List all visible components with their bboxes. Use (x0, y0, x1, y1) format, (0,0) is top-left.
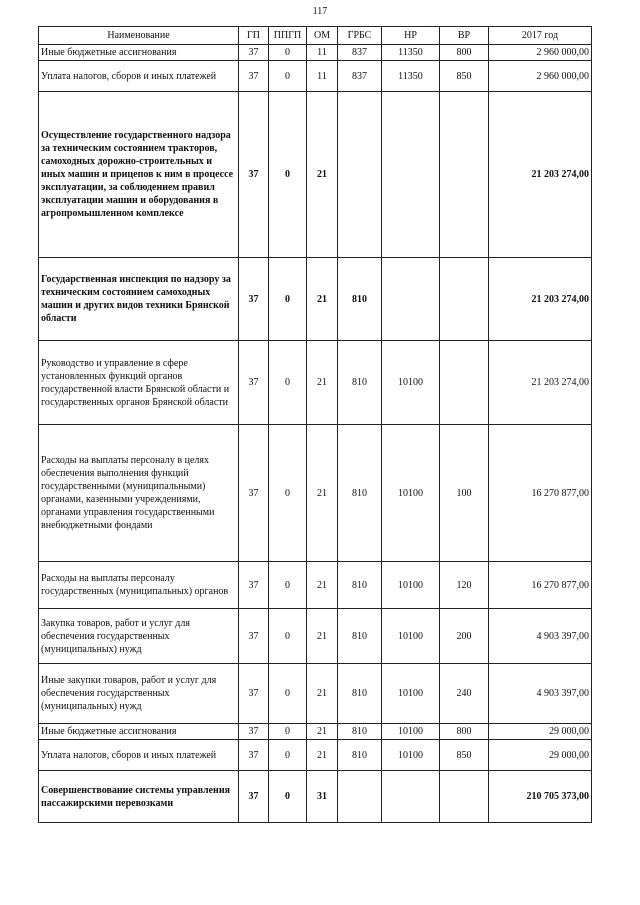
cell-np (382, 771, 440, 823)
cell-amount: 16 270 877,00 (489, 425, 592, 562)
cell-name: Уплата налогов, сборов и иных платежей (39, 61, 239, 92)
cell-om: 11 (307, 61, 338, 92)
cell-ppgp: 0 (269, 771, 307, 823)
cell-vr (440, 341, 489, 425)
cell-gp: 37 (239, 609, 269, 664)
cell-amount: 29 000,00 (489, 724, 592, 740)
cell-gp: 37 (239, 341, 269, 425)
cell-ppgp: 0 (269, 425, 307, 562)
cell-ppgp: 0 (269, 609, 307, 664)
cell-grbs: 810 (338, 724, 382, 740)
cell-amount: 21 203 274,00 (489, 258, 592, 341)
cell-om: 21 (307, 341, 338, 425)
cell-ppgp: 0 (269, 664, 307, 724)
cell-om: 21 (307, 664, 338, 724)
cell-gp: 37 (239, 771, 269, 823)
cell-om: 21 (307, 92, 338, 258)
cell-om: 31 (307, 771, 338, 823)
cell-ppgp: 0 (269, 562, 307, 609)
cell-om: 11 (307, 45, 338, 61)
header-np: НР (382, 27, 440, 45)
cell-ppgp: 0 (269, 45, 307, 61)
cell-amount: 2 960 000,00 (489, 61, 592, 92)
header-vr: ВР (440, 27, 489, 45)
header-om: ОМ (307, 27, 338, 45)
cell-gp: 37 (239, 258, 269, 341)
cell-grbs: 837 (338, 61, 382, 92)
cell-vr (440, 258, 489, 341)
cell-vr: 120 (440, 562, 489, 609)
cell-gp: 37 (239, 45, 269, 61)
cell-vr: 850 (440, 740, 489, 771)
cell-grbs: 810 (338, 425, 382, 562)
table-row (39, 425, 592, 562)
table-row (39, 664, 592, 724)
table-row (39, 258, 592, 341)
header-amount: 2017 год (489, 27, 592, 45)
cell-om: 21 (307, 562, 338, 609)
cell-amount: 21 203 274,00 (489, 92, 592, 258)
cell-np: 11350 (382, 61, 440, 92)
cell-name: Расходы на выплаты персоналу в целях обеспечения выполнения функций государственными (муниципальными) органами, казенными учреждениями, органами управления государственными внебюджетными фондами (39, 425, 239, 562)
cell-grbs: 810 (338, 258, 382, 341)
cell-vr: 240 (440, 664, 489, 724)
cell-amount: 4 903 397,00 (489, 664, 592, 724)
header-gp: ГП (239, 27, 269, 45)
cell-gp: 37 (239, 740, 269, 771)
cell-grbs: 810 (338, 341, 382, 425)
table-row (39, 341, 592, 425)
cell-grbs: 837 (338, 45, 382, 61)
cell-name: Руководство и управление в сфере установленных функций органов государственной власти Брянской области и государственных органов Брянской области (39, 341, 239, 425)
cell-np: 10100 (382, 609, 440, 664)
cell-vr (440, 771, 489, 823)
cell-np: 10100 (382, 724, 440, 740)
table-row (39, 740, 592, 771)
cell-amount: 2 960 000,00 (489, 45, 592, 61)
cell-amount: 29 000,00 (489, 740, 592, 771)
table-row (39, 61, 592, 92)
cell-ppgp: 0 (269, 61, 307, 92)
cell-vr: 800 (440, 45, 489, 61)
cell-grbs: 810 (338, 562, 382, 609)
cell-name: Иные бюджетные ассигнования (39, 45, 239, 61)
cell-vr: 800 (440, 724, 489, 740)
cell-np: 10100 (382, 425, 440, 562)
table-row (39, 609, 592, 664)
cell-np: 10100 (382, 740, 440, 771)
cell-ppgp: 0 (269, 724, 307, 740)
table-row (39, 771, 592, 823)
cell-gp: 37 (239, 664, 269, 724)
table-row (39, 45, 592, 61)
cell-np: 10100 (382, 664, 440, 724)
cell-gp: 37 (239, 562, 269, 609)
cell-name: Иные закупки товаров, работ и услуг для обеспечения государственных (муниципальных) нужд (39, 664, 239, 724)
cell-name: Закупка товаров, работ и услуг для обеспечения государственных (муниципальных) нужд (39, 609, 239, 664)
cell-amount: 4 903 397,00 (489, 609, 592, 664)
cell-vr: 100 (440, 425, 489, 562)
cell-grbs: 810 (338, 740, 382, 771)
cell-gp: 37 (239, 61, 269, 92)
cell-grbs (338, 92, 382, 258)
budget-table (38, 26, 592, 823)
table-row (39, 562, 592, 609)
cell-gp: 37 (239, 92, 269, 258)
cell-np: 10100 (382, 562, 440, 609)
cell-om: 21 (307, 609, 338, 664)
cell-om: 21 (307, 724, 338, 740)
cell-ppgp: 0 (269, 92, 307, 258)
cell-name: Расходы на выплаты персоналу государственных (муниципальных) органов (39, 562, 239, 609)
cell-amount: 210 705 373,00 (489, 771, 592, 823)
cell-np (382, 258, 440, 341)
cell-om: 21 (307, 740, 338, 771)
cell-name: Иные бюджетные ассигнования (39, 724, 239, 740)
cell-np (382, 92, 440, 258)
page-number: 117 (312, 6, 328, 17)
cell-amount: 16 270 877,00 (489, 562, 592, 609)
cell-grbs: 810 (338, 609, 382, 664)
cell-name: Осуществление государственного надзора за техническим состоянием тракторов, самоходных дорожно-строительных и иных машин и прицепов к ним в процессе эксплуатации, за соблюдением правил эксплуатации машин и оборудования в агропромышленном комплексе (39, 92, 239, 258)
header-grbs: ГРБС (338, 27, 382, 45)
cell-ppgp: 0 (269, 258, 307, 341)
cell-name: Государственная инспекция по надзору за техническим состоянием самоходных машин и других видов техники Брянской области (39, 258, 239, 341)
cell-amount: 21 203 274,00 (489, 341, 592, 425)
cell-vr: 200 (440, 609, 489, 664)
cell-vr (440, 92, 489, 258)
cell-om: 21 (307, 425, 338, 562)
table-header-row (39, 27, 592, 45)
cell-gp: 37 (239, 425, 269, 562)
header-name: Наименование (39, 27, 239, 45)
cell-np: 10100 (382, 341, 440, 425)
cell-grbs: 810 (338, 664, 382, 724)
table-row (39, 92, 592, 258)
table-row (39, 724, 592, 740)
cell-ppgp: 0 (269, 740, 307, 771)
cell-name: Уплата налогов, сборов и иных платежей (39, 740, 239, 771)
header-ppgp: ППГП (269, 27, 307, 45)
cell-vr: 850 (440, 61, 489, 92)
cell-ppgp: 0 (269, 341, 307, 425)
cell-gp: 37 (239, 724, 269, 740)
cell-om: 21 (307, 258, 338, 341)
cell-grbs (338, 771, 382, 823)
cell-name: Совершенствование системы управления пассажирскими перевозками (39, 771, 239, 823)
cell-np: 11350 (382, 45, 440, 61)
